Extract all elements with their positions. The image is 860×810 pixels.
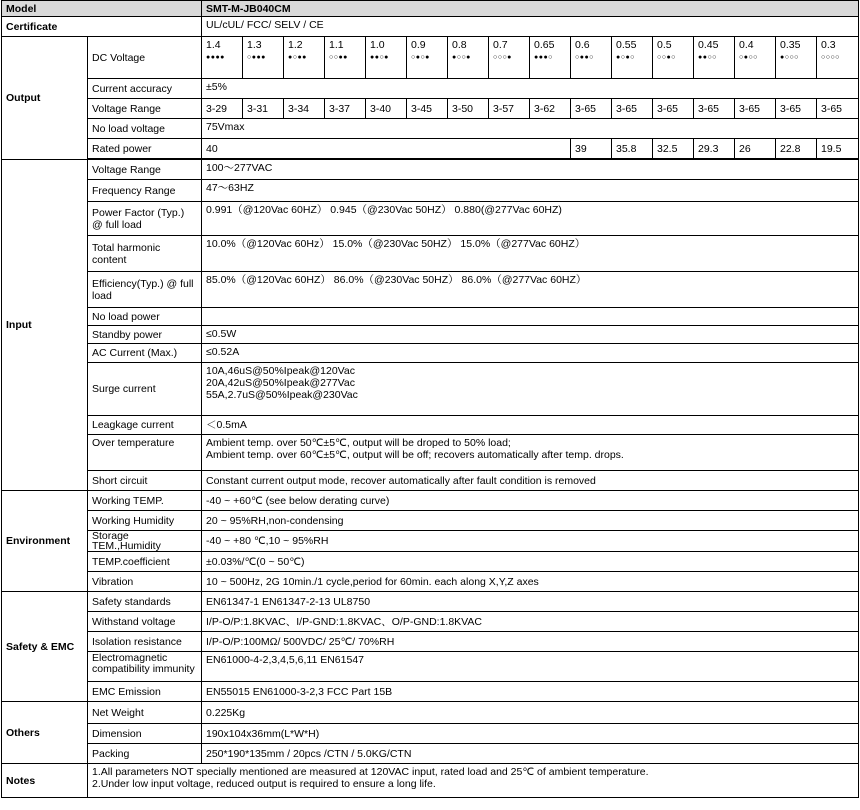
dc-voltage-cell: 0.6 ○●●○ [571, 37, 612, 79]
dip-switch-code: ●○○○ [780, 54, 799, 61]
voltage-range-cell: 3-62 [530, 99, 571, 119]
emc-emission-value: EN55015 EN61000-3-2,3 FCC Part 15B [202, 682, 859, 702]
note-line: 2.Under low input voltage, reduced output is required to ensure a long life. [92, 778, 436, 790]
dip-switch-code: ●●●○ [534, 54, 553, 61]
safety-standards-value: EN61347-1 EN61347-2-13 UL8750 [202, 592, 859, 612]
voltage-range-cell: 3-65 [612, 99, 653, 119]
power-factor-row [2, 202, 859, 236]
thd-value: 10.0%（@120Vac 60Hz） 15.0%（@230Vac 50HZ） 15.0%（@277Vac 60HZ） [202, 236, 859, 272]
leakage-current-label: Leagkage current [88, 416, 202, 435]
working-humidity-value: 20 ~ 95%RH,non-condensing [202, 511, 859, 531]
output-voltage-range-row [2, 99, 859, 119]
dc-voltage-label: DC Voltage [88, 37, 202, 79]
dip-switch-code: ●○●○ [616, 54, 635, 61]
voltage-range-cell: 3-65 [694, 99, 735, 119]
dc-voltage-cell: 0.5 ○○●○ [653, 37, 694, 79]
certificate-value: UL/cUL/ FCC/ SELV / CE [202, 17, 859, 37]
surge-line: 10A,46uS@50%Ipeak@120Vac [206, 365, 355, 377]
storage-row [2, 531, 859, 552]
net-weight-label: Net Weight [88, 702, 202, 724]
voltage-range-cell: 3-50 [448, 99, 489, 119]
voltage-range-cell: 3-65 [735, 99, 776, 119]
emc-immunity-row [2, 652, 859, 682]
current-accuracy-row [2, 79, 859, 99]
no-load-voltage-row [2, 119, 859, 139]
notes-value [88, 764, 859, 798]
dc-voltage-row [2, 37, 859, 79]
temp-coefficient-value: ±0.03%/℃(0 ~ 50℃) [202, 552, 859, 572]
storage-value: -40 ~ +80 ℃,10 ~ 95%RH [202, 531, 859, 552]
vibration-row [2, 572, 859, 592]
dc-voltage-cell: 0.55 ●○●○ [612, 37, 653, 79]
standby-power-value: ≤0.5W [202, 326, 859, 344]
emc-emission-row [2, 682, 859, 702]
efficiency-value: 85.0%（@120Vac 60HZ） 86.0%（@230Vac 50HZ） 86.0%（@277Vac 60HZ） [202, 272, 859, 308]
output-section-label: Output [2, 37, 88, 160]
vibration-value: 10 ~ 500Hz, 2G 10min./1 cycle,period for 60min. each along X,Y,Z axes [202, 572, 859, 592]
dc-voltage-cell: 0.7 ○○○● [489, 37, 530, 79]
withstand-label: Withstand voltage [88, 612, 202, 632]
voltage-range-cell: 3-65 [776, 99, 817, 119]
dip-switch-code: ●○●● [288, 54, 307, 61]
no-load-voltage-label: No load voltage [88, 119, 202, 139]
working-temp-value: -40 ~ +60℃ (see below derating curve) [202, 491, 859, 511]
voltage-range-cell: 3-65 [571, 99, 612, 119]
dc-voltage-cell: 0.3 ○○○○ [817, 37, 859, 79]
input-section-label: Input [2, 160, 88, 491]
certificate-label: Certificate [2, 17, 202, 37]
voltage-range-cell: 3-65 [817, 99, 859, 119]
rated-power-cell: 26 [735, 139, 776, 159]
dip-switch-code: ○●●● [247, 54, 266, 61]
surge-current-label: Surge current [88, 363, 202, 416]
dc-voltage-cell: 0.65 ●●●○ [530, 37, 571, 79]
dip-switch-code: ●○○● [452, 54, 471, 61]
dc-voltage-cell: 1.1 ○○●● [325, 37, 366, 79]
isolation-value: I/P-O/P:100MΩ/ 500VDC/ 25℃/ 70%RH [202, 632, 859, 652]
dip-switch-code: ○○○● [493, 54, 512, 61]
temp-coefficient-row [2, 552, 859, 572]
dip-switch-code: ●●●● [206, 54, 225, 61]
surge-current-value [202, 363, 859, 416]
rated-power-cell: 22.8 [776, 139, 817, 159]
dc-voltage-cell: 0.8 ●○○● [448, 37, 489, 79]
over-temperature-value [202, 435, 859, 471]
thd-row [2, 236, 859, 272]
dimension-row [2, 724, 859, 744]
others-section-label: Others [2, 702, 88, 764]
over-temperature-label: Over temperature [88, 435, 202, 471]
dc-voltage-cell: 1.2 ●○●● [284, 37, 325, 79]
power-factor-label: Power Factor (Typ.) @ full load [88, 202, 202, 236]
dip-switch-code: ○●○○ [739, 54, 758, 61]
packing-label: Packing [88, 744, 202, 764]
ac-current-row [2, 344, 859, 363]
frequency-range-value: 47～63HZ [202, 180, 859, 202]
current-accuracy-value: ±5% [202, 79, 859, 99]
efficiency-label: Efficiency(Typ.) @ full load [88, 272, 202, 308]
emc-immunity-label: Electromagnetic compatibility immunity [88, 652, 202, 682]
dc-voltage-cell: 1.4 ●●●● [202, 37, 243, 79]
packing-row [2, 744, 859, 764]
rated-power-main: 40 [202, 139, 571, 159]
frequency-range-label: Frequency Range [88, 180, 202, 202]
environment-section-label: Environment [2, 491, 88, 592]
rated-power-cell: 29.3 [694, 139, 735, 159]
voltage-range-cell: 3-34 [284, 99, 325, 119]
leakage-current-value: ＜0.5mA [202, 416, 859, 435]
dip-switch-code: ○●○● [411, 54, 430, 61]
model-label: Model [2, 1, 202, 17]
input-voltage-range-label: Voltage Range [88, 160, 202, 180]
surge-line: 55A,2.7uS@50%Ipeak@230Vac [206, 389, 358, 401]
dc-voltage-cell: 0.45 ●●○○ [694, 37, 735, 79]
net-weight-value: 0.225Kg [202, 702, 859, 724]
working-temp-label: Working TEMP. [88, 491, 202, 511]
dc-voltage-cell: 0.9 ○●○● [407, 37, 448, 79]
emc-emission-label: EMC Emission [88, 682, 202, 702]
storage-label: Storage TEM.,Humidity [88, 531, 202, 552]
over-temperature-line: Ambient temp. over 50℃±5℃, output will be droped to 50% load; [206, 437, 511, 449]
safety-section-label: Safety & EMC [2, 592, 88, 702]
dc-voltage-cell: 0.4 ○●○○ [735, 37, 776, 79]
current-accuracy-label: Current accuracy [88, 79, 202, 99]
emc-immunity-value: EN61000-4-2,3,4,5,6,11 EN61547 [202, 652, 859, 682]
vibration-label: Vibration [88, 572, 202, 592]
dimension-label: Dimension [88, 724, 202, 744]
model-row [2, 1, 859, 17]
standby-power-label: Standby power [88, 326, 202, 344]
net-weight-row [2, 702, 859, 724]
power-factor-value: 0.991（@120Vac 60HZ） 0.945（@230Vac 50HZ） 0.880(@277Vac 60HZ) [202, 202, 859, 236]
voltage-range-cell: 3-31 [243, 99, 284, 119]
short-circuit-value: Constant current output mode, recover automatically after fault condition is removed [202, 471, 859, 491]
ac-current-label: AC Current (Max.) [88, 344, 202, 363]
no-load-voltage-value: 75Vmax [202, 119, 859, 139]
voltage-range-cell: 3-65 [653, 99, 694, 119]
withstand-value: I/P-O/P:1.8KVAC、I/P-GND:1.8KVAC、O/P-GND:1.8KVAC [202, 612, 859, 632]
over-temperature-line: Ambient temp. over 60℃±5℃, output will be off; recovers automatically after temp. drops. [206, 449, 624, 461]
note-line: 1.All parameters NOT specially mentioned are measured at 120VAC input, rated load and 25℃ of ambient temperature. [92, 766, 649, 778]
thd-label: Total harmonic content [88, 236, 202, 272]
dip-switch-code: ○●●○ [575, 54, 594, 61]
withstand-row [2, 612, 859, 632]
working-temp-row [2, 491, 859, 511]
over-temperature-row [2, 435, 859, 471]
packing-value: 250*190*135mm / 20pcs /CTN / 5.0KG/CTN [202, 744, 859, 764]
isolation-row [2, 632, 859, 652]
dc-voltage-cell: 1.3 ○●●● [243, 37, 284, 79]
notes-section-label: Notes [2, 764, 88, 798]
no-load-power-value [202, 308, 859, 326]
voltage-range-cell: 3-37 [325, 99, 366, 119]
dip-switch-code: ○○○○ [821, 54, 840, 61]
spec-table [1, 0, 859, 798]
rated-power-cell: 32.5 [653, 139, 694, 159]
no-load-power-row [2, 308, 859, 326]
rated-power-cell: 39 [571, 139, 612, 159]
voltage-range-cell: 3-45 [407, 99, 448, 119]
voltage-range-cell: 3-57 [489, 99, 530, 119]
certificate-row [2, 17, 859, 37]
rated-power-cell: 35.8 [612, 139, 653, 159]
standby-power-row [2, 326, 859, 344]
short-circuit-label: Short circuit [88, 471, 202, 491]
dip-switch-code: ○○●● [329, 54, 348, 61]
ac-current-value: ≤0.52A [202, 344, 859, 363]
isolation-label: Isolation resistance [88, 632, 202, 652]
rated-power-row [2, 139, 859, 159]
surge-line: 20A,42uS@50%Ipeak@277Vac [206, 377, 355, 389]
input-voltage-range-row [2, 160, 859, 180]
rated-power-label: Rated power [88, 139, 202, 159]
dc-voltage-cell: 0.35 ●○○○ [776, 37, 817, 79]
dip-switch-code: ○○●○ [657, 54, 676, 61]
input-voltage-range-value: 100～277VAC [202, 160, 859, 180]
short-circuit-row [2, 471, 859, 491]
frequency-range-row [2, 180, 859, 202]
voltage-range-cell: 3-40 [366, 99, 407, 119]
temp-coefficient-label: TEMP.coefficient [88, 552, 202, 572]
efficiency-row [2, 272, 859, 308]
rated-power-cell: 19.5 [817, 139, 859, 159]
model-value: SMT-M-JB040CM [202, 1, 859, 17]
notes-row [2, 764, 859, 798]
safety-standards-label: Safety standards [88, 592, 202, 612]
dip-switch-code: ●●○● [370, 54, 389, 61]
dc-voltage-cell: 1.0 ●●○● [366, 37, 407, 79]
dip-switch-code: ●●○○ [698, 54, 717, 61]
voltage-range-cell: 3-29 [202, 99, 243, 119]
safety-standards-row [2, 592, 859, 612]
working-humidity-row [2, 511, 859, 531]
working-humidity-label: Working Humidity [88, 511, 202, 531]
leakage-current-row [2, 416, 859, 435]
no-load-power-label: No load power [88, 308, 202, 326]
output-voltage-range-label: Voltage Range [88, 99, 202, 119]
dimension-value: 190x104x36mm(L*W*H) [202, 724, 859, 744]
surge-current-row [2, 363, 859, 416]
